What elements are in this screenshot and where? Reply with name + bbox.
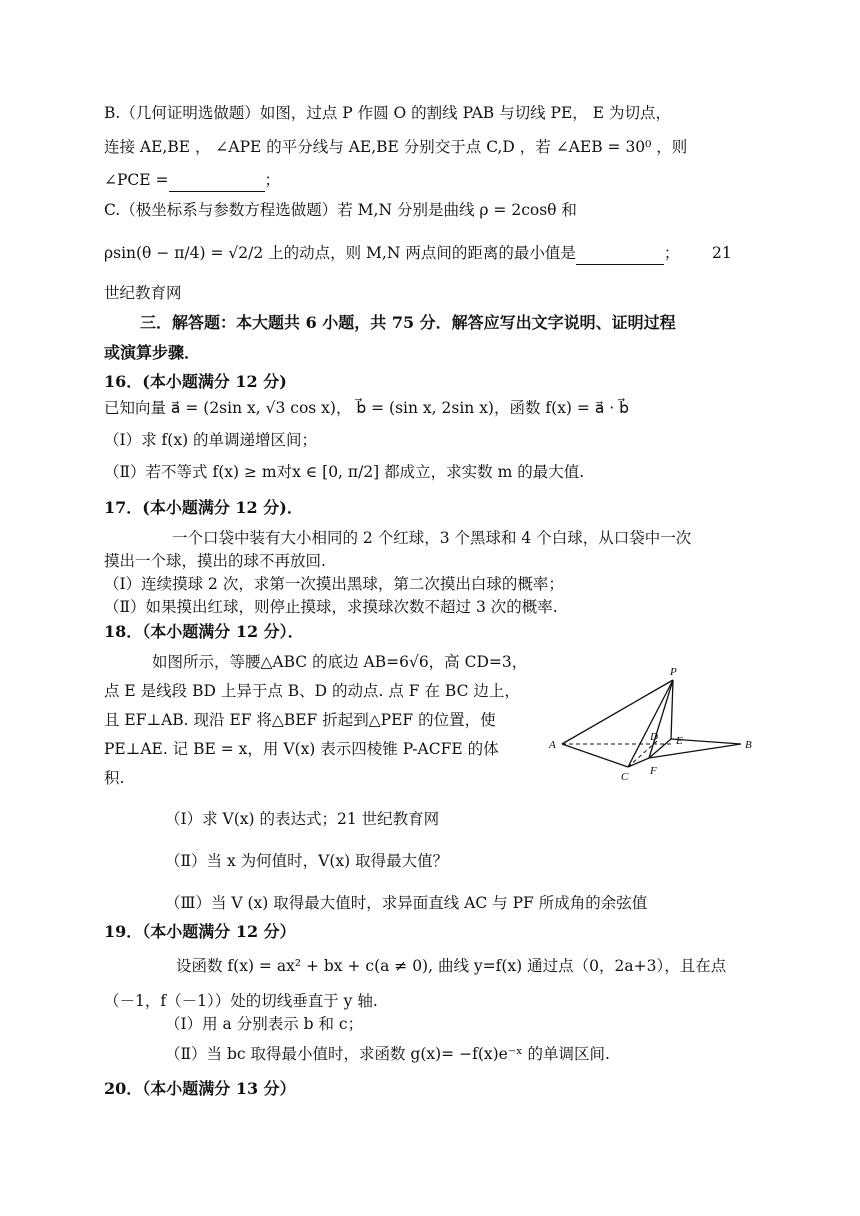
q19-line3: （Ⅰ）用 a 分别表示 b 和 c；: [165, 1015, 364, 1033]
q16-line3: （Ⅱ）若不等式 f(x) ≥ m对x ∈ [0, π/2] 都成立，求实数 m 的最大值.: [104, 463, 585, 481]
q19-line4: （Ⅱ）当 bc 取得最小值时，求函数 g(x)= −f(x)e⁻ˣ 的单调区间.: [165, 1045, 610, 1063]
label-D: D: [650, 731, 658, 743]
q17-line1: 一个口袋中装有大小相同的 2 个红球，3 个黑球和 4 个白球，从口袋中一次: [172, 529, 692, 547]
q17-line2: 摸出一个球，摸出的球不再放回.: [104, 552, 326, 570]
q18-part1: （Ⅰ）求 V(x) 的表达式；21 世纪教育网: [165, 810, 440, 828]
q16-line1: 已知向量 a⃗ = (2sin x, √3 cos x)， b⃗ = (sin x, 2sin x)，函数 f(x) = a⃗ · b⃗: [104, 399, 629, 417]
q17-line3: （Ⅰ）连续摸球 2 次，求第一次摸出黑球，第二次摸出白球的概率；: [104, 575, 564, 593]
q18-line5: 积.: [104, 769, 125, 787]
q16-line2: （Ⅰ）求 f(x) 的单调递增区间；: [104, 431, 318, 449]
q15-c-line2-tail: 21: [712, 244, 732, 262]
q18-line2: 点 E 是线段 BD 上异于点 B、D 的动点. 点 F 在 BC 边上，: [104, 682, 520, 700]
edge-PE: [671, 680, 673, 739]
edge-CF: [628, 758, 649, 767]
edge-AC: [562, 744, 628, 767]
q15-b-line2: 连接 AE,BE ， ∠APE 的平分线与 AE,BE 分别交于点 C,D ，若 ∠AEB = 30⁰ ，则: [104, 138, 688, 156]
q15-c-line2: [104, 242, 679, 265]
q15-b-line3-post: ；: [264, 171, 281, 189]
q15-c-line2-pre: ρsin(θ − π/4) = √2/2 上的动点，则 M,N 两点间的距离的最小值是: [104, 244, 576, 262]
label-P: P: [670, 666, 677, 678]
q18-line3: 且 EF⊥AB. 现沿 EF 将△BEF 折起到△PEF 的位置，使: [104, 711, 496, 729]
q15-b-line3: [104, 169, 280, 192]
q18-part2: （Ⅱ）当 x 为何值时，V(x) 取得最大值？: [165, 852, 449, 870]
q15-c-line3: 世纪教育网: [104, 284, 182, 302]
label-A: A: [549, 739, 556, 751]
q18-head: 18．（本小题满分 12 分）．: [104, 622, 304, 641]
q15-c-line2-post: ；: [663, 244, 680, 262]
q16-head: 16．(本小题满分 12 分): [104, 372, 287, 391]
answer-blank: [169, 169, 265, 192]
label-F: F: [650, 765, 657, 777]
label-B: B: [745, 739, 752, 751]
label-C: C: [621, 771, 629, 783]
pyramid-figure: [545, 662, 760, 787]
label-E: E: [676, 735, 683, 747]
answer-blank: [576, 242, 664, 265]
q18-part3: （Ⅲ）当 V (x) 取得最大值时，求异面直线 AC 与 PF 所成角的余弦值: [165, 894, 648, 912]
q17-head: 17．(本小题满分 12 分)．: [104, 498, 303, 517]
section3-line2: 或演算步骤．: [104, 343, 201, 362]
q19-line1: 设函数 f(x) = ax² + bx + c(a ≠ 0), 曲线 y=f(x) 通过点（0，2a+3），且在点: [176, 957, 727, 975]
q20-head: 20．（本小题满分 13 分）: [104, 1079, 296, 1098]
q18-line4: PE⊥AE. 记 BE = x，用 V(x) 表示四棱锥 P-ACFE 的体: [104, 740, 499, 758]
q15-b-line1: B.（几何证明选做题）如图，过点 P 作圆 O 的割线 PAB 与切线 PE， E 为切点，: [104, 104, 671, 122]
q19-head: 19．（本小题满分 12 分）: [104, 922, 296, 941]
q15-c-line1: C.（极坐标系与参数方程选做题）若 M,N 分别是曲线 ρ = 2cosθ 和: [104, 201, 577, 219]
q18-line1: 如图所示，等腰△ABC 的底边 AB=6√6，高 CD=3，: [152, 653, 528, 671]
q19-line2: （－1，f（－1））处的切线垂直于 y 轴.: [104, 992, 378, 1010]
q17-line4: （Ⅱ）如果摸出红球，则停止摸球，求摸球次数不超过 3 次的概率.: [104, 598, 558, 616]
section3-line1: 三．解答题：本大题共 6 小题，共 75 分．解答应写出文字说明、证明过程: [140, 313, 676, 332]
q15-b-line3-pre: ∠PCE =: [104, 171, 169, 189]
